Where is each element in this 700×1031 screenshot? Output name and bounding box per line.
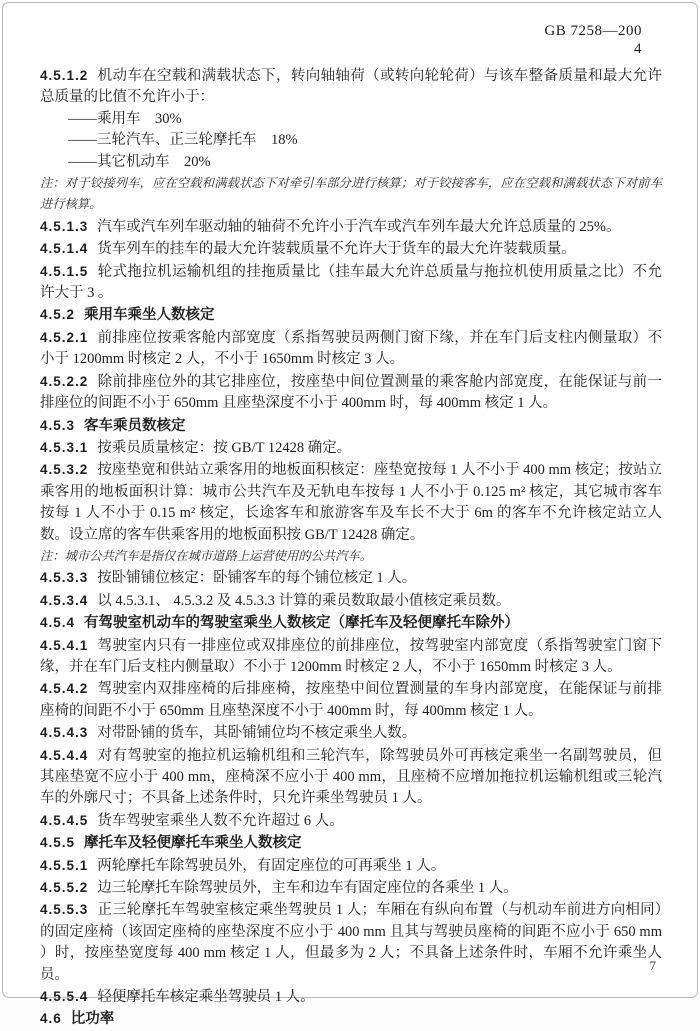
clause-number: 4.5.3.1 — [40, 439, 89, 455]
section-number: 4.5.2 — [40, 307, 76, 323]
clause-number: 4.5.4.2 — [40, 681, 89, 697]
clause-text: 按座垫宽和供站立乘客用的地板面积核定：座垫宽按每 1 人不小于 400 mm 核定；按站立乘客用的地板面积计算：城市公共汽车及无轨电车按每 1 人不小于 0.125 m² 核定，其它城市客车按每 1 人不小于 0.15 m² 核定，长途客车和旅游客车及车长不大于 6m 的客车不允许核定站立人数。设立席的客车供乘客用的地板面积按 GB/T 12428 确定。 — [40, 462, 662, 543]
clause-number: 4.5.3.3 — [40, 570, 89, 586]
section-heading-4-5-5 — [40, 832, 662, 854]
clause-text: 机动车在空载和满载状态下，转向轴轴荷（或转向轮轮荷）与该车整备质量和最大允许总质量的比值不允许小于： — [40, 68, 662, 106]
clause-number: 4.5.5.1 — [40, 857, 89, 873]
section-title: 乘用车乘坐人数核定 — [84, 307, 215, 324]
document-page — [40, 22, 662, 1031]
clause-text: 两轮摩托车除驾驶员外，有固定座位的可再乘坐 1 人。 — [97, 857, 446, 874]
clause-number: 4.5.2.1 — [40, 329, 89, 345]
section-title: 比功率 — [70, 1011, 115, 1028]
clause-text: 除前排座位外的其它排座位，按座垫中间位置测量的乘客舱内部宽度，在能保证与前一排座位的间距不小于 650mm 且座垫深度不小于 400mm 时，每 400mm 核定 1 人。 — [40, 373, 662, 412]
clause-number: 4.5.1.3 — [40, 218, 89, 234]
clause-text: 驾驶室内双排座椅的后排座椅，按座垫中间位置测量的车身内部宽度，在能保证与前排座椅的间距不小于 650mm 且座垫深度不小于 400mm 时，每 400mm 核定 1 人。 — [40, 681, 662, 719]
clause-4-5-2-2 — [40, 371, 662, 415]
clause-text: 按乘员质量核定：按 GB/T 12428 确定。 — [97, 439, 352, 456]
clause-4-5-5-1 — [40, 855, 662, 877]
clause-4-5-1-4 — [40, 238, 662, 260]
clause-4-5-4-2 — [40, 678, 662, 722]
clause-text: 汽车或汽车列车驱动轴的轴荷不允许小于汽车或汽车列车最大允许总质量的 25%。 — [97, 218, 621, 235]
clause-4-5-4-4 — [40, 745, 662, 810]
clause-4-5-3-2 — [40, 459, 662, 546]
clause-4-5-1-2 — [40, 65, 662, 109]
clause-text: 轻便摩托车核定乘坐驾驶员 1 人。 — [97, 989, 315, 1006]
clause-number: 4.5.1.2 — [40, 68, 89, 83]
clause-text: 正三轮摩托车驾驶室核定乘坐驾驶员 1 人；车厢在有纵向布置（与机动车前进方向相同）的固定座椅（该固定座椅的座垫深度不应小于 400 mm 且其与驾驶员座椅的间距不应小于 650 mm ）时，按座垫宽度每 400 mm 核定 1 人，但最多为 2 人；不具备上述条件时，车厢不允许乘坐人员。 — [40, 902, 662, 983]
clause-4-5-4-1 — [40, 635, 662, 679]
section-title: 有驾驶室机动车的驾驶室乘坐人数核定（摩托车及轻便摩托车除外） — [84, 615, 520, 632]
clause-text: 对有驾驶室的拖拉机运输机组和三轮汽车，除驾驶员外可再核定乘坐一名副驾驶员，但其座垫宽不应小于 400 mm，座椅深不应小于 400 mm，且座椅不应增加拖拉机运输机组或三轮汽车的外廓尺寸；不具备上述条件时，只允许乘坐驾驶员 1 人。 — [40, 747, 662, 807]
clause-text: 对带卧铺的货车，其卧铺铺位均不核定乘坐人数。 — [97, 725, 417, 742]
clause-4-5-4-3 — [40, 722, 662, 744]
document-body — [40, 65, 662, 1031]
clause-number: 4.5.3.2 — [40, 462, 89, 478]
page-footer — [650, 958, 657, 974]
section-number: 4.5.5 — [40, 835, 76, 851]
dash-list-item-tricycle — [40, 130, 662, 151]
clause-4-5-1-5 — [40, 261, 662, 305]
section-heading-4-5-2 — [40, 304, 662, 326]
section-title: 客车乘员数核定 — [84, 417, 186, 434]
section-heading-4-5-4 — [40, 612, 662, 634]
clause-4-5-2-1 — [40, 327, 662, 371]
standard-code-continuation: 4 — [634, 41, 642, 57]
section-number: 4.5.3 — [40, 417, 76, 433]
page-number: 7 — [649, 958, 656, 973]
clause-text: 边三轮摩托车除驾驶员外，主车和边车有固定座位的各乘坐 1 人。 — [97, 880, 518, 897]
list-item-text: ——三轮汽车、正三轮摩托车 18% — [68, 132, 298, 149]
section-number: 4.6 — [40, 1011, 62, 1027]
clause-number: 4.5.4.5 — [40, 812, 89, 828]
note-city-bus — [40, 546, 662, 567]
clause-4-5-5-4 — [40, 986, 662, 1008]
clause-text: 货车列车的挂车的最大允许装载质量不允许大于货车的最大允许装载质量。 — [97, 241, 576, 258]
section-number: 4.5.4 — [40, 615, 76, 631]
clause-number: 4.5.3.4 — [40, 592, 89, 608]
clause-4-5-4-5 — [40, 810, 662, 832]
clause-4-5-5-2 — [40, 877, 662, 899]
clause-number: 4.5.5.3 — [40, 902, 89, 918]
dash-list-item-other-vehicle — [40, 152, 662, 173]
clause-text: 轮式拖拉机运输机组的挂拖质量比（挂车最大允许总质量与拖拉机使用质量之比）不允许大于 3 。 — [40, 263, 662, 302]
section-title: 摩托车及轻便摩托车乘坐人数核定 — [84, 835, 302, 852]
clause-number: 4.5.4.4 — [40, 747, 89, 763]
clause-text: 驾驶室内只有一排座位或双排座位的前排座位，按驾驶室内部宽度（系指驾驶室门窗下缘，并在车门后支柱内侧量取）不小于 1200mm 时核定 2 人，不小于 1650mm 时核定 3 人。 — [40, 637, 662, 675]
clause-number: 4.5.5.4 — [40, 989, 89, 1005]
clause-4-5-1-3 — [40, 216, 662, 238]
page-header — [40, 22, 662, 58]
list-item-text: ——乘用车 30% — [68, 110, 182, 127]
clause-4-5-3-3 — [40, 567, 662, 589]
section-heading-4-6 — [40, 1008, 662, 1030]
note-articulated — [40, 173, 662, 216]
clause-number: 4.5.5.2 — [40, 880, 89, 896]
clause-number: 4.5.4.3 — [40, 725, 89, 741]
note-text: 注：城市公共汽车是指仅在城市道路上运营使用的公共汽车。 — [40, 548, 373, 563]
clause-number: 4.5.1.5 — [40, 263, 89, 279]
clause-text: 前排座位按乘客舱内部宽度（系指驾驶员两侧门窗下缘，并在车门后支柱内侧量取）不小于 1200mm 时核定 2 人，不小于 1650mm 时核定 3 人。 — [40, 329, 662, 368]
note-text: 注：对于铰接列车，应在空载和满载状态下对牵引车部分进行核算；对于铰接客车，应在空载和满载状态下对前车进行核算。 — [40, 176, 662, 212]
clause-text: 货车驾驶室乘坐人数不允许超过 6 人。 — [97, 812, 344, 829]
clause-number: 4.5.1.4 — [40, 241, 89, 257]
clause-text: 以 4.5.3.1、 4.5.3.2 及 4.5.3.3 计算的乘员数取最小值核定乘员数。 — [97, 592, 511, 609]
clause-4-5-5-3 — [40, 899, 662, 986]
list-item-text: ——其它机动车 20% — [68, 153, 211, 170]
clause-4-5-3-1 — [40, 437, 662, 459]
dash-list-item-passenger-car — [40, 109, 662, 130]
clause-text: 按卧铺铺位核定：卧铺客车的每个铺位核定 1 人。 — [97, 570, 417, 587]
clause-number: 4.5.2.2 — [40, 373, 89, 389]
standard-code: GB 7258—200 — [544, 23, 642, 39]
clause-number: 4.5.4.1 — [40, 637, 89, 653]
clause-4-5-3-4 — [40, 590, 662, 612]
section-heading-4-5-3 — [40, 415, 662, 437]
